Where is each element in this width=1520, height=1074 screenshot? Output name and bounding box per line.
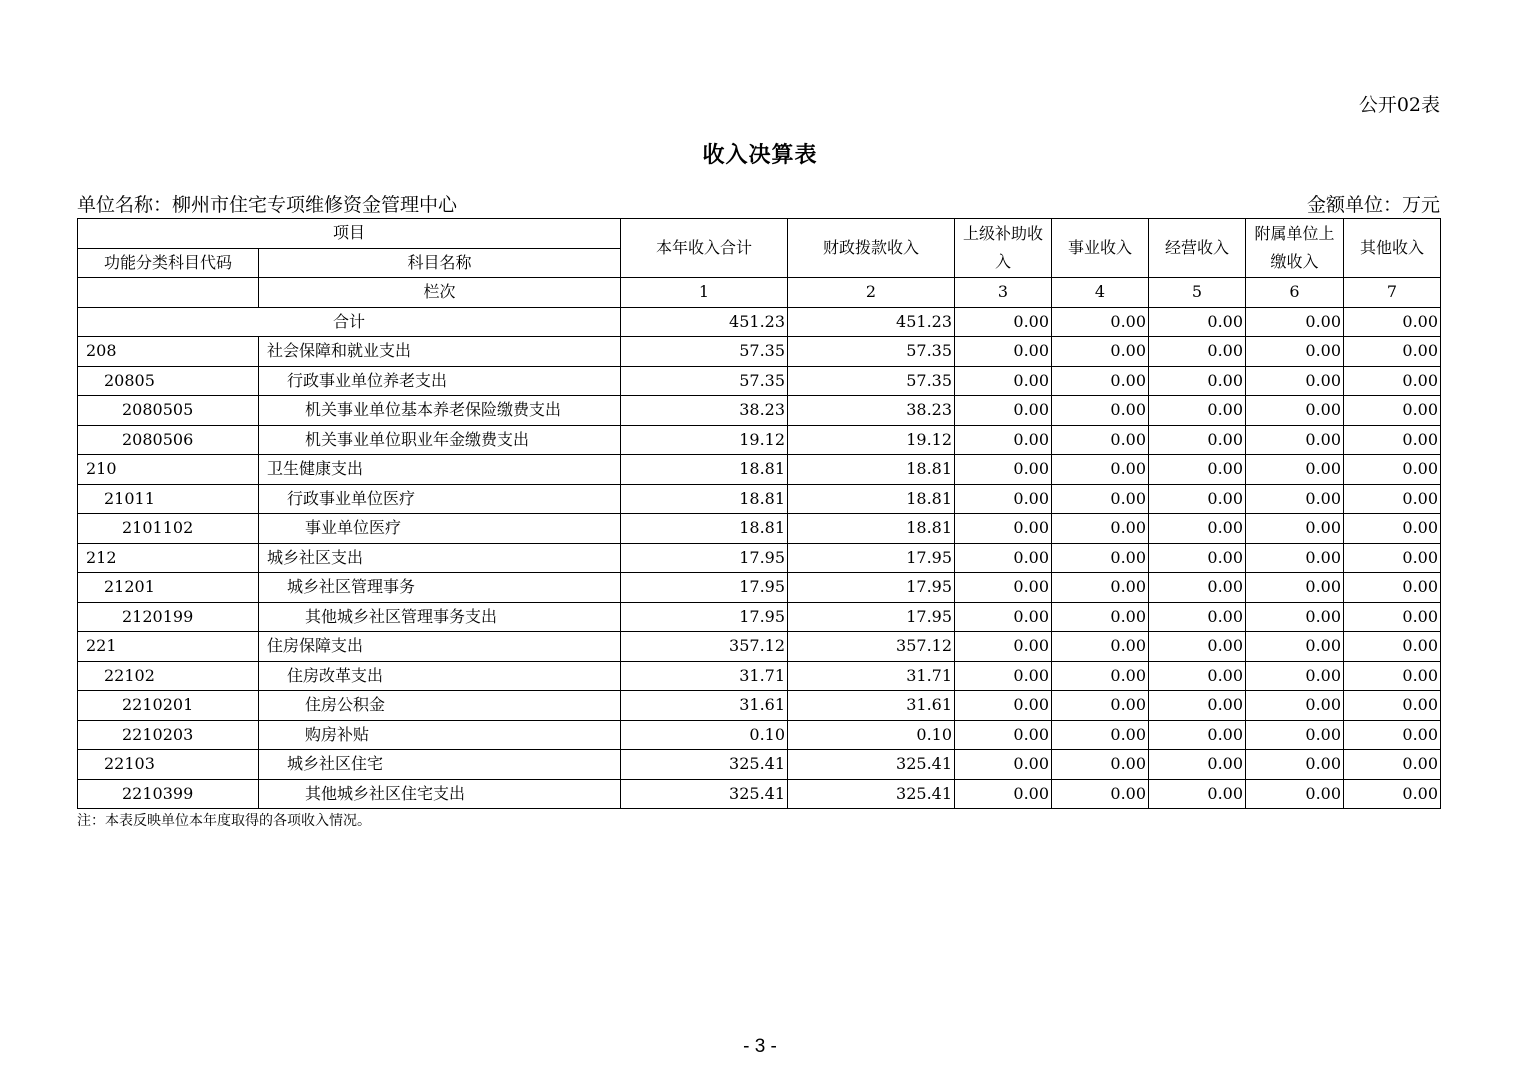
column-number: 5: [1149, 278, 1246, 308]
amount-cell: 57.35: [621, 366, 788, 396]
amount-cell: 0.00: [1149, 691, 1246, 721]
amount-cell: 0.00: [955, 366, 1052, 396]
amount-cell: 0.00: [1344, 720, 1441, 750]
total-value: 451.23: [788, 307, 955, 337]
amount-cell: 0.00: [1344, 514, 1441, 544]
table-row: [78, 720, 1441, 750]
amount-cell: 0.00: [1246, 632, 1344, 662]
column-number-row: [78, 278, 1441, 308]
total-value: 0.00: [1149, 307, 1246, 337]
amount-cell: 325.41: [621, 779, 788, 809]
amount-cell: 19.12: [788, 425, 955, 455]
amount-cell: 31.61: [621, 691, 788, 721]
amount-cell: 18.81: [788, 484, 955, 514]
amount-cell: 18.81: [788, 455, 955, 485]
amount-cell: 57.35: [788, 366, 955, 396]
amount-cell: 38.23: [621, 396, 788, 426]
amount-cell: 0.00: [1344, 661, 1441, 691]
form-code: 公开02表: [1358, 94, 1440, 116]
amount-cell: 0.00: [1149, 455, 1246, 485]
amount-cell: 57.35: [621, 337, 788, 367]
column-number: 6: [1246, 278, 1344, 308]
amount-cell: 0.00: [1052, 691, 1149, 721]
amount-cell: 17.95: [788, 543, 955, 573]
amount-cell: 0.00: [955, 632, 1052, 662]
amount-cell: 0.00: [1344, 455, 1441, 485]
amount-cell: 18.81: [621, 484, 788, 514]
table-row: [78, 543, 1441, 573]
header-code-col: 功能分类科目代码: [78, 248, 259, 278]
header-row-1: [78, 219, 1441, 249]
header-name-col: 科目名称: [259, 248, 621, 278]
table-row: [78, 661, 1441, 691]
amount-cell: 0.00: [955, 779, 1052, 809]
amount-cell: 0.00: [1052, 543, 1149, 573]
header-fiscal: 财政拨款收入: [788, 219, 955, 278]
amount-cell: 0.00: [955, 691, 1052, 721]
table-note: 注：本表反映单位本年度取得的各项收入情况。: [77, 813, 371, 829]
amount-cell: 0.00: [955, 484, 1052, 514]
amount-cell: 19.12: [621, 425, 788, 455]
amount-cell: 0.00: [1052, 661, 1149, 691]
subject-code: 2210201: [78, 691, 259, 721]
subject-code: 22102: [78, 661, 259, 691]
amount-cell: 0.00: [955, 573, 1052, 603]
amount-cell: 0.00: [1052, 396, 1149, 426]
amount-cell: 0.00: [1149, 632, 1246, 662]
total-value: 0.00: [1052, 307, 1149, 337]
amount-cell: 18.81: [621, 514, 788, 544]
amount-cell: 0.00: [1246, 484, 1344, 514]
header-business: 事业收入: [1052, 219, 1149, 278]
subject-code: 208: [78, 337, 259, 367]
amount-cell: 0.00: [1052, 455, 1149, 485]
amount-cell: 0.00: [955, 602, 1052, 632]
subject-name: 行政事业单位医疗: [259, 484, 621, 514]
amount-cell: 31.71: [621, 661, 788, 691]
amount-cell: 0.10: [621, 720, 788, 750]
amount-cell: 0.00: [955, 455, 1052, 485]
amount-cell: 0.00: [1344, 425, 1441, 455]
column-number: 4: [1052, 278, 1149, 308]
header-project: 项目: [78, 219, 621, 249]
table-row: [78, 573, 1441, 603]
amount-cell: 0.00: [1344, 337, 1441, 367]
header-total-income: 本年收入合计: [621, 219, 788, 278]
amount-cell: 0.00: [1052, 750, 1149, 780]
subject-name: 城乡社区管理事务: [259, 573, 621, 603]
amount-cell: 0.00: [1149, 779, 1246, 809]
amount-cell: 0.00: [1149, 720, 1246, 750]
amount-cell: 0.00: [955, 396, 1052, 426]
amount-cell: 0.00: [955, 750, 1052, 780]
column-number: 7: [1344, 278, 1441, 308]
subject-code: 212: [78, 543, 259, 573]
amount-cell: 0.00: [1246, 691, 1344, 721]
amount-cell: 0.00: [1149, 543, 1246, 573]
subject-name: 住房公积金: [259, 691, 621, 721]
unit-name: 单位名称：柳州市住宅专项维修资金管理中心: [77, 194, 458, 216]
table-row: [78, 514, 1441, 544]
amount-cell: 0.00: [955, 720, 1052, 750]
amount-cell: 0.00: [1052, 779, 1149, 809]
amount-cell: 0.00: [1149, 573, 1246, 603]
amount-cell: 0.00: [1149, 396, 1246, 426]
amount-cell: 18.81: [788, 514, 955, 544]
amount-cell: 0.00: [1344, 396, 1441, 426]
subject-name: 住房保障支出: [259, 632, 621, 662]
amount-cell: 0.00: [955, 543, 1052, 573]
amount-cell: 0.00: [1052, 366, 1149, 396]
column-number: 3: [955, 278, 1052, 308]
amount-cell: 0.00: [1246, 425, 1344, 455]
amount-cell: 0.00: [1052, 573, 1149, 603]
subject-name: 购房补贴: [259, 720, 621, 750]
amount-cell: 0.00: [1149, 514, 1246, 544]
amount-cell: 0.00: [1149, 337, 1246, 367]
amount-cell: 0.00: [1344, 691, 1441, 721]
amount-cell: 31.61: [788, 691, 955, 721]
amount-cell: 0.00: [1149, 750, 1246, 780]
amount-cell: 0.00: [1052, 514, 1149, 544]
table-row: [78, 602, 1441, 632]
amount-cell: 0.00: [1052, 484, 1149, 514]
amount-unit: 金额单位：万元: [1306, 194, 1440, 216]
total-value: 451.23: [621, 307, 788, 337]
amount-cell: 0.00: [955, 425, 1052, 455]
amount-cell: 0.00: [1246, 337, 1344, 367]
subject-name: 其他城乡社区住宅支出: [259, 779, 621, 809]
total-label: 合计: [78, 307, 621, 337]
subject-code: 221: [78, 632, 259, 662]
amount-cell: 0.00: [1344, 602, 1441, 632]
subject-code: 22103: [78, 750, 259, 780]
amount-cell: 0.00: [1344, 366, 1441, 396]
column-order-label: 栏次: [259, 278, 621, 308]
subject-code: 2120199: [78, 602, 259, 632]
subject-name: 社会保障和就业支出: [259, 337, 621, 367]
amount-cell: 0.00: [1246, 779, 1344, 809]
table-row: [78, 484, 1441, 514]
amount-cell: 17.95: [788, 602, 955, 632]
amount-cell: 325.41: [621, 750, 788, 780]
amount-cell: 0.00: [955, 514, 1052, 544]
amount-cell: 325.41: [788, 779, 955, 809]
subject-name: 卫生健康支出: [259, 455, 621, 485]
header-operating: 经营收入: [1149, 219, 1246, 278]
subject-code: 2210203: [78, 720, 259, 750]
subject-name: 机关事业单位基本养老保险缴费支出: [259, 396, 621, 426]
subject-name: 住房改革支出: [259, 661, 621, 691]
amount-cell: 31.71: [788, 661, 955, 691]
amount-cell: 0.00: [1344, 573, 1441, 603]
subject-code: 20805: [78, 366, 259, 396]
amount-cell: 0.00: [1149, 484, 1246, 514]
column-number-blank: [78, 278, 259, 308]
amount-cell: 0.00: [1246, 543, 1344, 573]
amount-cell: 0.00: [1344, 750, 1441, 780]
header-superior: 上级补助收入: [955, 219, 1052, 278]
amount-cell: 357.12: [621, 632, 788, 662]
amount-cell: 38.23: [788, 396, 955, 426]
subject-name: 事业单位医疗: [259, 514, 621, 544]
table-row: [78, 455, 1441, 485]
table-row: [78, 750, 1441, 780]
subject-code: 2210399: [78, 779, 259, 809]
table-row: [78, 366, 1441, 396]
amount-cell: 0.00: [1052, 632, 1149, 662]
amount-cell: 18.81: [621, 455, 788, 485]
amount-cell: 17.95: [621, 602, 788, 632]
amount-cell: 0.00: [1344, 484, 1441, 514]
total-row: [78, 307, 1441, 337]
amount-cell: 0.00: [1246, 514, 1344, 544]
amount-cell: 0.00: [1149, 366, 1246, 396]
amount-cell: 0.00: [1052, 425, 1149, 455]
amount-cell: 357.12: [788, 632, 955, 662]
amount-cell: 57.35: [788, 337, 955, 367]
amount-cell: 0.00: [1149, 661, 1246, 691]
amount-cell: 0.00: [1149, 602, 1246, 632]
subject-name: 其他城乡社区管理事务支出: [259, 602, 621, 632]
subject-name: 行政事业单位养老支出: [259, 366, 621, 396]
amount-cell: 0.00: [955, 337, 1052, 367]
income-table: [77, 218, 1441, 809]
amount-cell: 0.00: [1246, 720, 1344, 750]
amount-cell: 0.00: [1344, 543, 1441, 573]
table-row: [78, 337, 1441, 367]
total-value: 0.00: [1246, 307, 1344, 337]
amount-cell: 0.00: [1246, 396, 1344, 426]
total-value: 0.00: [955, 307, 1052, 337]
header-affiliated: 附属单位上缴收入: [1246, 219, 1344, 278]
amount-cell: 0.00: [1246, 455, 1344, 485]
amount-cell: 0.00: [1052, 337, 1149, 367]
amount-cell: 0.00: [1052, 602, 1149, 632]
subject-code: 210: [78, 455, 259, 485]
table-row: [78, 779, 1441, 809]
amount-cell: 0.00: [1344, 632, 1441, 662]
amount-cell: 17.95: [788, 573, 955, 603]
subject-code: 2080506: [78, 425, 259, 455]
table-row: [78, 425, 1441, 455]
total-value: 0.00: [1344, 307, 1441, 337]
amount-cell: 325.41: [788, 750, 955, 780]
amount-cell: 0.00: [1344, 779, 1441, 809]
subject-code: 2080505: [78, 396, 259, 426]
page-title: 收入决算表: [702, 142, 818, 168]
amount-cell: 0.00: [1052, 720, 1149, 750]
subject-code: 21011: [78, 484, 259, 514]
amount-cell: 17.95: [621, 573, 788, 603]
amount-cell: 0.00: [1246, 366, 1344, 396]
amount-cell: 17.95: [621, 543, 788, 573]
subject-code: 2101102: [78, 514, 259, 544]
column-number: 1: [621, 278, 788, 308]
subject-name: 机关事业单位职业年金缴费支出: [259, 425, 621, 455]
amount-cell: 0.00: [1246, 750, 1344, 780]
table-row: [78, 396, 1441, 426]
subject-code: 21201: [78, 573, 259, 603]
amount-cell: 0.10: [788, 720, 955, 750]
amount-cell: 0.00: [1149, 425, 1246, 455]
subject-name: 城乡社区支出: [259, 543, 621, 573]
amount-cell: 0.00: [955, 661, 1052, 691]
subject-name: 城乡社区住宅: [259, 750, 621, 780]
amount-cell: 0.00: [1246, 602, 1344, 632]
table-row: [78, 632, 1441, 662]
amount-cell: 0.00: [1246, 661, 1344, 691]
header-other: 其他收入: [1344, 219, 1441, 278]
page-number: - 3 -: [743, 1036, 777, 1057]
column-number: 2: [788, 278, 955, 308]
table-row: [78, 691, 1441, 721]
amount-cell: 0.00: [1246, 573, 1344, 603]
